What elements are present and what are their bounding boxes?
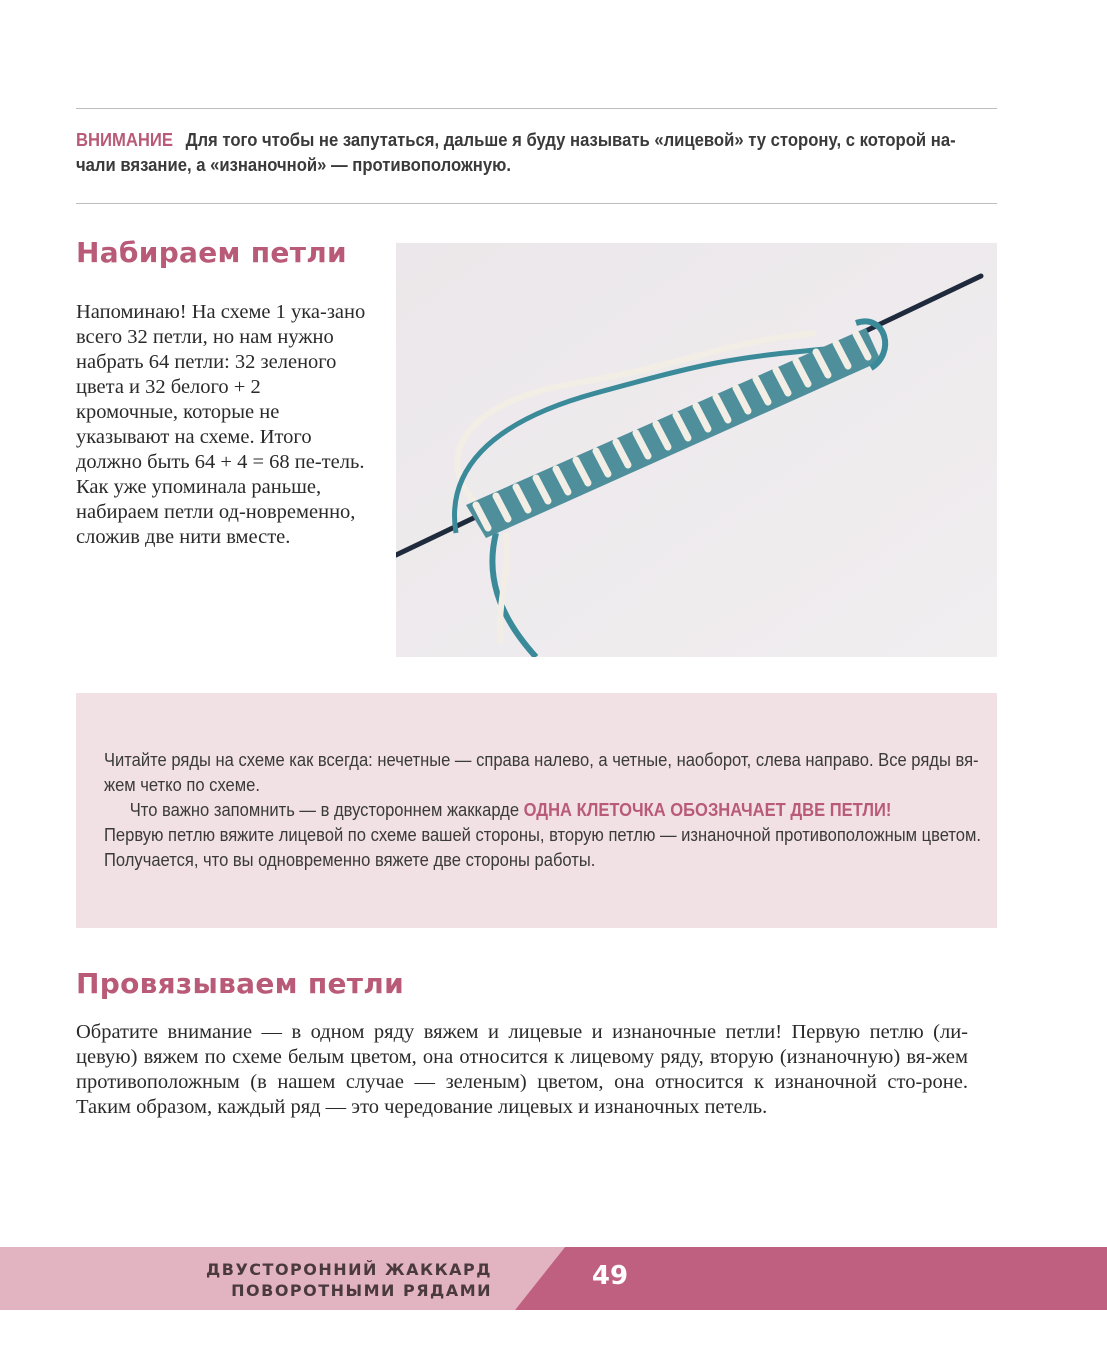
page-footer (0, 1247, 1107, 1310)
tip-line-1: Читайте ряды на схеме как всегда: нечетные — справа налево, а четные, наоборот, слева направо. Все ряды вя-жем четко по схеме. (104, 750, 979, 795)
page-number: 49 (591, 1261, 629, 1291)
cast-on-paragraph: Напоминаю! На схеме 1 ука-зано всего 32 петли, но нам нужно набрать 64 петли: 32 зеленого цвета и 32 белого + 2 кромочные, которые не указывают на схеме. Итого должно быть 64 + 4 = 68 пе-тель. Как уже упоминала раньше, набираем петли од-новременно, сложив две нити вместе. (76, 301, 366, 548)
top-rule (76, 108, 997, 109)
knitting-needle-illustration (396, 243, 997, 657)
tip-highlight: ОДНА КЛЕТОЧКА ОБОЗНАЧАЕТ ДВЕ ПЕТЛИ! (523, 800, 892, 820)
attention-text: Для того чтобы не запутаться, дальше я буду называть «лицевой» ту сторону, с которой на-чали вязание, а «изнаночной» — противоположную. (76, 129, 956, 175)
footer-title-line-1: ДВУСТОРОННИЙ ЖАККАРД (206, 1260, 492, 1279)
bottom-rule (76, 203, 997, 204)
knitting-photo (396, 243, 997, 657)
section-heading-cast-on: Набираем петли (76, 236, 347, 269)
attention-note (76, 127, 990, 177)
knit-loops-paragraph: Обратите внимание — в одном ряду вяжем и лицевые и изнаночные петли! Первую петлю (ли-цевую) вяжем по схеме белым цветом, она относится к лицевому ряду, вторую (изнаночную) вя-жем противоположным (в нашем случае — зеленым) цветом, она относится к изнаночной сто-роне. Таким образом, каждый ряд — это чередование лицевых и изнаночных петель. (76, 1021, 968, 1118)
tip-line-2 (104, 798, 987, 823)
footer-band (0, 1247, 1107, 1310)
tip-box (76, 693, 997, 928)
footer-title (200, 1259, 492, 1301)
tip-line-3: Первую петлю вяжите лицевой по схеме вашей стороны, вторую петлю — изнаночной противоположным цветом. Получается, что вы одновременно вяжете две стороны работы. (104, 825, 982, 870)
section-heading-knit-loops: Провязываем петли (76, 967, 405, 1000)
footer-title-line-2: ПОВОРОТНЫМИ РЯДАМИ (231, 1281, 492, 1300)
tip-line-2-text: Что важно запомнить — в двустороннем жаккарде (129, 800, 524, 820)
attention-label: ВНИМАНИЕ (76, 129, 174, 150)
